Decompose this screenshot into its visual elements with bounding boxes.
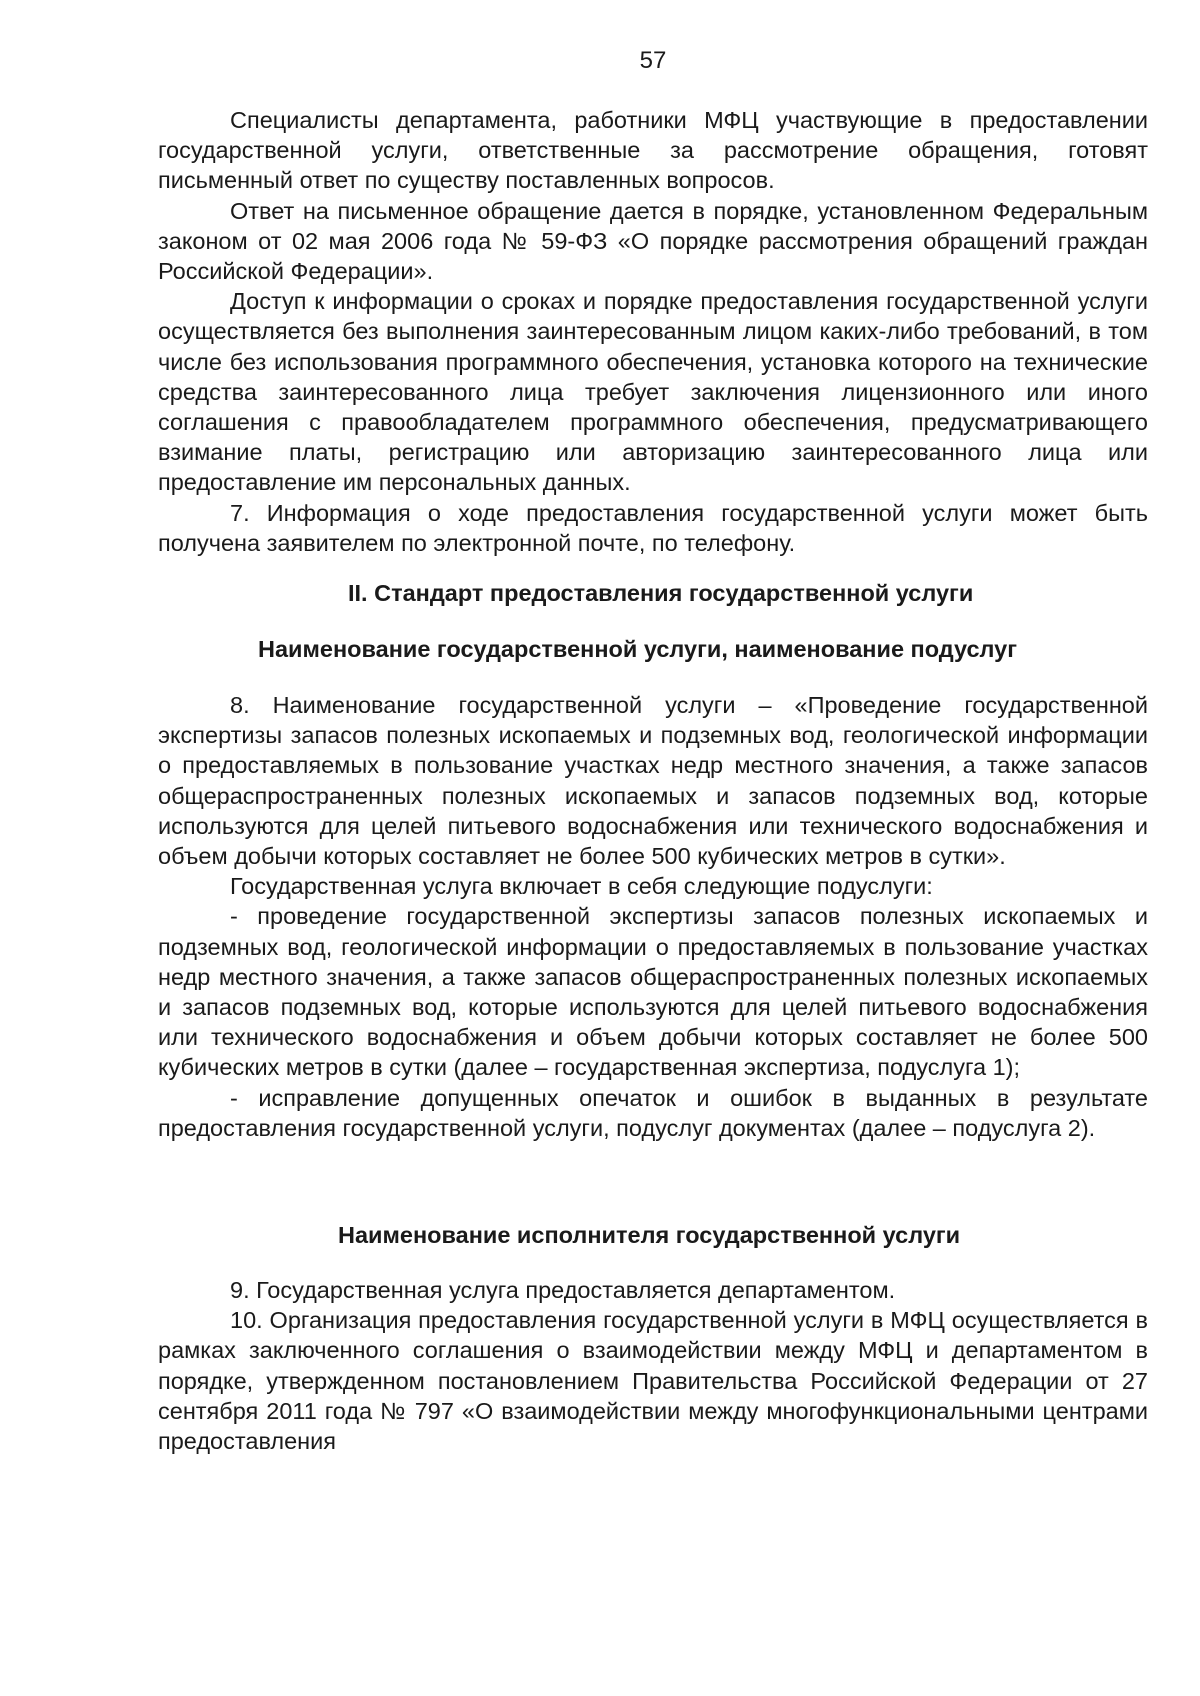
paragraph-subservice-1: - проведение государственной экспертизы запасов полезных ископаемых и подземных вод, геологической информации о предоставляемых в пользование участках недр местного значения, а также запасов общераспространенных полезных ископаемых и запасов подземных вод, которые используются для целей питьевого водоснабжения или технического водоснабжения и объем добычи которых составляет не более 500 кубических метров в сутки (далее – государственная экспертиза, подуслуга 1); — [158, 903, 1148, 1081]
paragraph-subservices-intro: Государственная услуга включает в себя следующие подуслуги: — [230, 873, 933, 900]
page-number: 57 — [639, 47, 667, 74]
paragraph-subservice-2: - исправление допущенных опечаток и ошибок в выданных в результате предоставления государственной услуги, подуслуг документах (далее – подуслуга 2). — [158, 1084, 1148, 1141]
paragraph-access-info: Доступ к информации о сроках и порядке предоставления государственной услуги осуществляется без выполнения заинтересованным лицом каких-либо требований, в том числе без использования программного обеспечения, установка которого на технические средства заинтересованного лица требует заключения лицензионного или иного соглашения с правообладателем программного обеспечения, предусматривающего взимание платы, регистрацию или авторизацию заинтересованного лица или предоставление им персональных данных. — [158, 288, 1148, 496]
intro-paragraphs — [158, 105, 1148, 558]
executor-paragraphs — [158, 1275, 1148, 1456]
subheading-executor: Наименование исполнителя государственной услуги — [338, 1222, 961, 1248]
paragraph-specialists: Специалисты департамента, работники МФЦ участвующие в предоставлении государственной услуги, ответственные за рассмотрение обращения, готовят письменный ответ по существу поставленных вопросов. — [158, 107, 1148, 194]
paragraph-item-9: 9. Государственная услуга предоставляется департаментом. — [230, 1277, 896, 1303]
paragraph-item-7: 7. Информация о ходе предоставления государственной услуги может быть получена заявителем по электронной почте, по телефону. — [158, 499, 1148, 556]
subheading-service-name: Наименование государственной услуги, наименование подуслуг — [258, 636, 1018, 662]
paragraph-written-answer: Ответ на письменное обращение дается в порядке, установленном Федеральным законом от 02 мая 2006 года № 59-ФЗ «О порядке рассмотрения обращений граждан Российской Федерации». — [158, 197, 1148, 285]
service-name-paragraphs — [158, 690, 1148, 1143]
paragraph-item-8: 8. Наименование государственной услуги – «Проведение государственной экспертизы запасов полезных ископаемых и подземных вод, геологической информации о предоставляемых в пользование участках недр местного значения, а также запасов общераспространенных полезных ископаемых и запасов подземных вод, которые используются для целей питьевого водоснабжения или технического водоснабжения и объем добычи которых составляет не более 500 кубических метров в сутки». — [158, 692, 1148, 870]
section-heading: II. Стандарт предоставления государственной услуги — [348, 580, 974, 606]
paragraph-item-10: 10. Организация предоставления государственной услуги в МФЦ осуществляется в рамках заключенного соглашения о взаимодействии между МФЦ и департаментом в порядке, утвержденном постановлением Правительства Российской Федерации от 27 сентября 2011 года № 797 «О взаимодействии между многофункциональными центрами предоставления — [158, 1307, 1148, 1455]
